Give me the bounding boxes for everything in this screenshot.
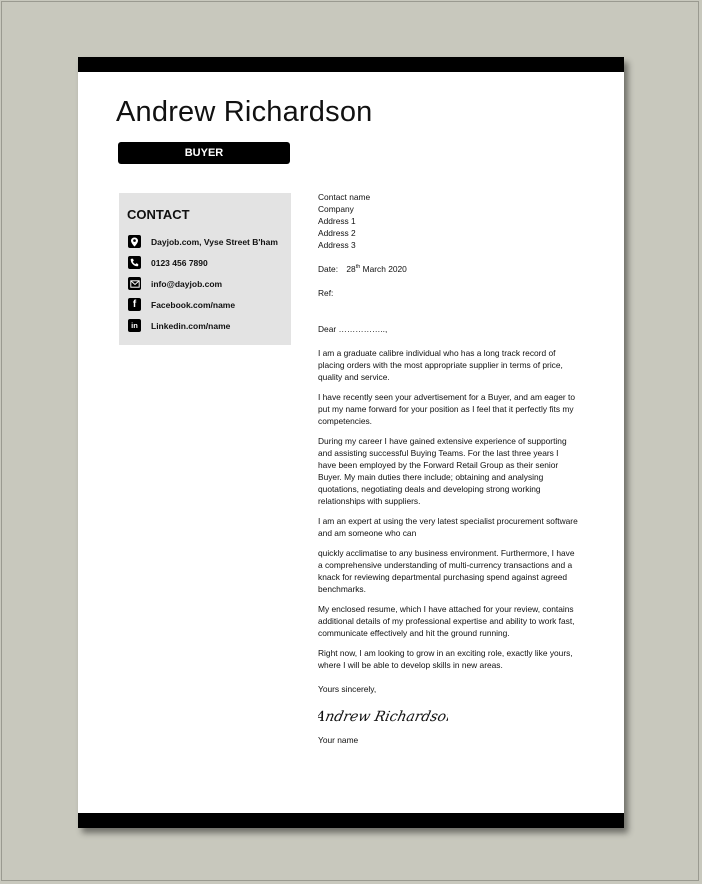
bottom-band	[78, 813, 624, 828]
cover-letter-page	[78, 57, 624, 828]
job-title-badge: BUYER	[118, 142, 290, 164]
body-paragraph: Right now, I am looking to grow in an exciting role, exactly like yours, where I will be able to develop skills in new areas.	[318, 648, 573, 670]
contact-item-phone	[128, 252, 278, 273]
address-line: Address 3	[318, 240, 356, 250]
contact-item-linkedin	[128, 315, 278, 336]
letter-body	[318, 191, 578, 746]
contact-facebook-link[interactable]: Facebook.com/name	[151, 299, 236, 310]
body-paragraph: During my career I have gained extensive experience of supporting and assisting successful Buying Teams. For the last three years I have been employed by the Forward Retail Group as their senior Buyer. My main duties there include; obtaining and analysing quotations, negotiating deals and developing strong working relationships with suppliers.	[318, 436, 567, 506]
sign-off: Yours sincerely,	[318, 684, 377, 694]
your-name-placeholder: Your name	[318, 735, 359, 745]
letter-date	[318, 263, 578, 275]
body-paragraph: quickly acclimatise to any business environment. Furthermore, I have a comprehensive understanding of multi-currency transactions and a knack for reviewing departmental purchasing spend against agreed benchmarks.	[318, 548, 575, 594]
contact-phone-text: 0123 456 7890	[151, 257, 208, 268]
facebook-icon: f	[128, 298, 141, 311]
address-line: Address 1	[318, 216, 356, 226]
contact-panel	[119, 193, 291, 345]
contact-item-address	[128, 231, 278, 252]
contact-item-facebook	[128, 294, 278, 315]
address-line: Company	[318, 204, 354, 214]
top-band	[78, 57, 624, 72]
body-paragraph: I am a graduate calibre individual who has a long track record of placing orders with the most appropriate supplier in terms of price, quality and service.	[318, 348, 563, 382]
contact-address-text: Dayjob.com, Vyse Street B'ham	[151, 236, 278, 247]
address-line: Address 2	[318, 228, 356, 238]
linkedin-icon: in	[128, 319, 141, 332]
contact-linkedin-link[interactable]: Linkedin.com/name	[151, 320, 231, 331]
date-value: 28th March 2020	[346, 264, 407, 274]
body-paragraph: I am an expert at using the very latest specialist procurement software and am someone who can	[318, 516, 578, 538]
contact-item-email	[128, 273, 278, 294]
date-label: Date:	[318, 264, 339, 274]
phone-icon	[128, 256, 141, 269]
contact-heading: CONTACT	[127, 207, 190, 222]
location-pin-icon	[128, 235, 141, 248]
salutation: Dear ……………..,	[318, 324, 388, 334]
signature-text: Andrew Richardson	[318, 709, 448, 725]
contact-email-link[interactable]: info@dayjob.com	[151, 278, 223, 289]
recipient-address	[318, 191, 578, 251]
body-paragraph: I have recently seen your advertisement for a Buyer, and am eager to put my name forward for your position as I feel that it perfectly fits my competencies.	[318, 392, 575, 426]
body-paragraph: My enclosed resume, which I have attached for your review, contains additional details of my professional expertise and ability to work fast, communicate effectively and hit the ground running.	[318, 604, 575, 638]
contact-list	[128, 231, 278, 336]
reference-label: Ref:	[318, 288, 334, 298]
handwritten-signature	[318, 704, 578, 728]
applicant-name: Andrew Richardson	[116, 96, 373, 128]
address-line: Contact name	[318, 192, 371, 202]
email-icon	[128, 277, 141, 290]
